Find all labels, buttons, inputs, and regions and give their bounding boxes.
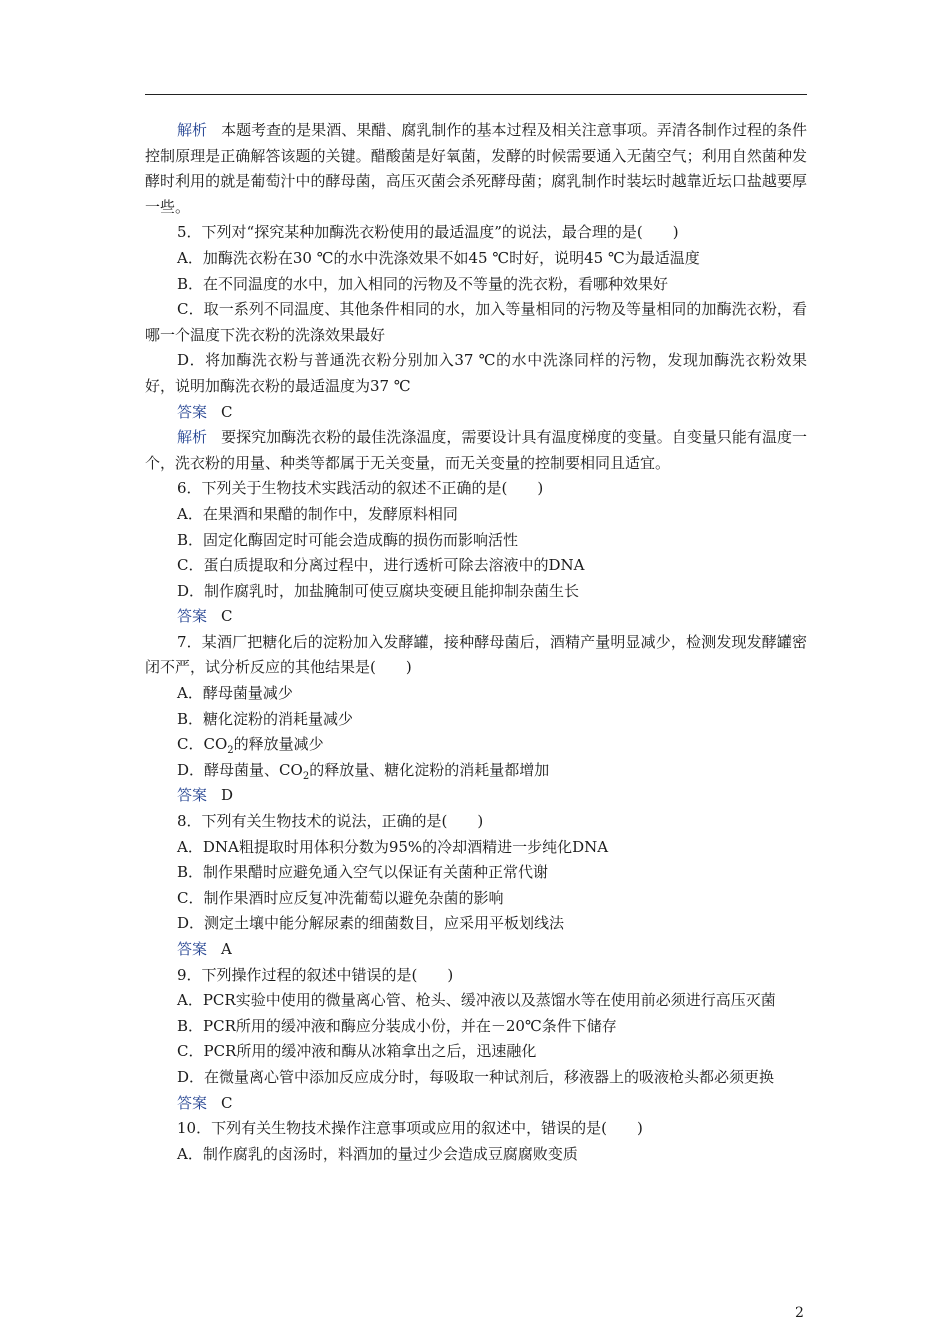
question-5-option-d: D．将加酶洗衣粉与普通洗衣粉分别加入37 ℃的水中洗涤同样的污物，发现加酶洗衣粉效果好，说明加酶洗衣粉的最适温度为37 ℃ (145, 351, 807, 395)
question-7-option-b: B．糖化淀粉的消耗量减少 (177, 709, 354, 728)
question-9-answer (145, 1091, 807, 1117)
option-text: D．酵母菌量、CO (177, 760, 303, 779)
analysis-label: 解析 (177, 121, 208, 139)
question-7-option-d (145, 758, 807, 784)
subscript: 2 (227, 745, 234, 757)
question-8-option-a: A．DNA粗提取时用体积分数为95%的冷却酒精进一步纯化DNA (177, 837, 609, 856)
question-8-option-b: B．制作果醋时应避免通入空气以保证有关菌种正常代谢 (177, 863, 549, 882)
analysis-paragraph (145, 118, 807, 220)
answer-label: 答案 (177, 940, 208, 958)
question-8-answer (145, 937, 807, 963)
question-8-option-d: D．测定土壤中能分解尿素的细菌数目，应采用平板划线法 (177, 914, 565, 933)
analysis-label: 解析 (177, 428, 208, 447)
option-text: 的释放量、糖化淀粉的消耗量都增加 (309, 760, 550, 779)
question-9-stem: 9．下列操作过程的叙述中错误的是( ) (177, 965, 454, 984)
question-8-option-c: C．制作果酒时应反复冲洗葡萄以避免杂菌的影响 (177, 888, 504, 907)
question-9-option-c: C．PCR所用的缓冲液和酶从冰箱拿出之后，迅速融化 (177, 1042, 537, 1061)
question-8-stem: 8．下列有关生物技术的说法，正确的是( ) (177, 812, 484, 831)
analysis-text: 本题考查的是果酒、果醋、腐乳制作的基本过程及相关注意事项。弄清各制作过程的条件控制原理是正确解答该题的关键。醋酸菌是好氧菌，发酵的时候需要通入无菌空气；利用自然菌种发酵时利用的就是葡萄汁中的酵母菌，高压灭菌会杀死酵母菌；腐乳制作时装坛时越靠近坛口盐越要厚一些。 (145, 121, 807, 216)
question-6-answer (145, 604, 807, 630)
answer-value: C (221, 1093, 233, 1112)
question-5-answer (145, 400, 807, 426)
question-5-option-b: B．在不同温度的水中，加入相同的污物及不等量的洗衣粉，看哪种效果好 (177, 274, 669, 293)
question-9-option-a: A．PCR实验中使用的微量离心管、枪头、缓冲液以及蒸馏水等在使用前必须进行高压灭菌 (177, 991, 776, 1010)
header-rule (145, 94, 807, 95)
question-6-stem: 6．下列关于生物技术实践活动的叙述不正确的是( ) (177, 479, 544, 498)
question-5-stem: 5．下列对“探究某种加酶洗衣粉使用的最适温度”的说法，最合理的是( ) (177, 223, 679, 242)
answer-value: A (221, 940, 232, 958)
subscript: 2 (302, 770, 310, 782)
answer-label: 答案 (177, 402, 208, 421)
answer-label: 答案 (177, 607, 208, 626)
question-6-option-a: A．在果酒和果醋的制作中，发酵原料相同 (177, 504, 458, 523)
option-text: 的释放量减少 (233, 735, 324, 754)
page-number: 2 (795, 1305, 804, 1321)
document-body (145, 118, 807, 1167)
answer-value: D (221, 786, 234, 805)
question-6-option-b: B．固定化酶固定时可能会造成酶的损伤而影响活性 (177, 530, 519, 549)
question-9-option-d: D．在微量离心管中添加反应成分时，每吸取一种试剂后，移液器上的吸液枪头都必须更换 (177, 1067, 775, 1086)
question-7-option-c (145, 732, 807, 758)
answer-label: 答案 (177, 1093, 208, 1112)
question-6-option-d: D．制作腐乳时，加盐腌制可使豆腐块变硬且能抑制杂菌生长 (177, 581, 580, 600)
question-9-option-b: B．PCR所用的缓冲液和酶应分装成小份，并在－20℃条件下储存 (177, 1016, 617, 1035)
question-6-option-c: C．蛋白质提取和分离过程中，进行透析可除去溶液中的DNA (177, 556, 585, 575)
answer-value: C (221, 402, 233, 421)
option-text: C．CO (177, 735, 228, 754)
answer-label: 答案 (177, 786, 208, 805)
answer-value: C (221, 607, 233, 626)
question-5-option-a: A．加酶洗衣粉在30 ℃的水中洗涤效果不如45 ℃时好，说明45 ℃为最适温度 (177, 248, 700, 267)
question-5-analysis (145, 425, 807, 476)
question-10-option-a: A．制作腐乳的卤汤时，料酒加的量过少会造成豆腐腐败变质 (177, 1144, 578, 1163)
question-7-stem: 7．某酒厂把糖化后的淀粉加入发酵罐，接种酵母菌后，酒精产量明显减少，检测发现发酵罐密闭不严，试分析反应的其他结果是( ) (145, 632, 807, 677)
question-7-option-a: A．酵母菌量减少 (177, 684, 293, 703)
question-10-stem: 10．下列有关生物技术操作注意事项或应用的叙述中，错误的是( ) (177, 1119, 643, 1138)
analysis-text: 要探究加酶洗衣粉的最佳洗涤温度，需要设计具有温度梯度的变量。自变量只能有温度一个，洗衣粉的用量、种类等都属于无关变量，而无关变量的控制要相同且适宜。 (145, 428, 807, 472)
question-5-option-c: C．取一系列不同温度、其他条件相同的水，加入等量相同的污物及等量相同的加酶洗衣粉，看哪一个温度下洗衣粉的洗涤效果最好 (145, 300, 807, 344)
question-7-answer (145, 783, 807, 809)
